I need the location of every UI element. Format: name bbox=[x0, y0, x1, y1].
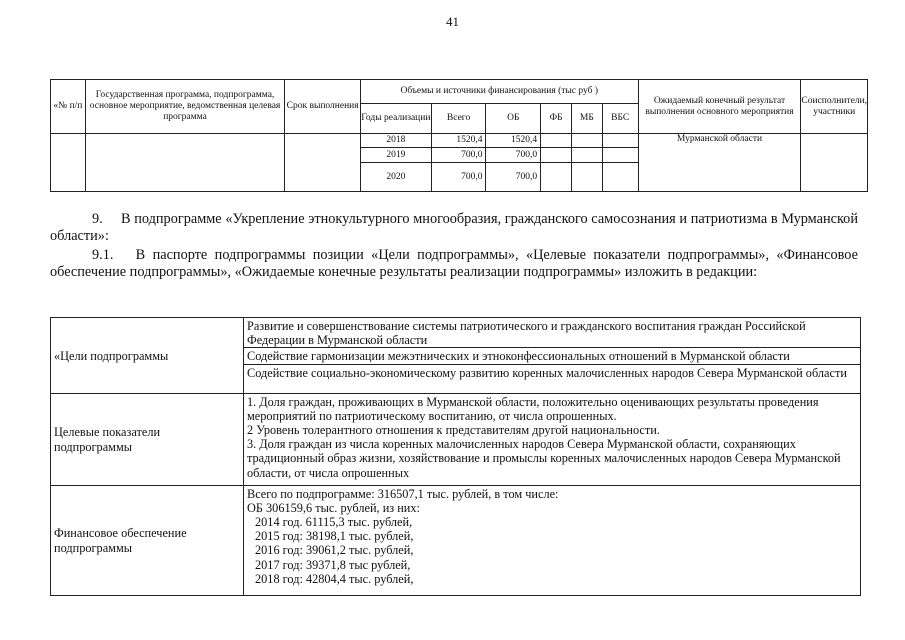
paragraph-9-1-text: В паспорте подпрограммы позиции «Цели подпрограммы», «Целевые показатели подпрограммы», «Финансовое обеспечение подпрограммы», «Ожидаемые конечные результаты реализации подпрограммы» изложить в редакции: bbox=[50, 247, 858, 280]
indicator-item: 3. Доля граждан из числа коренных малочисленных народов Севера Мурманской области, сохраняющих традиционный образ жизни, хозяйствование и промыслы коренных малочисленных народов Севера Мурманской области, от числа опрошенных bbox=[247, 437, 841, 480]
cell-co bbox=[801, 134, 868, 192]
cell-total: 700,0 bbox=[431, 148, 486, 163]
cell-mb bbox=[571, 148, 602, 163]
cell-year: 2019 bbox=[360, 148, 431, 163]
paragraph-9-1-number: 9.1. bbox=[92, 247, 114, 263]
goal-item: Содействие социально-экономическому развитию коренных малочисленных народов Севера Мурманской области bbox=[244, 364, 861, 393]
finance-year: 2018 год: 42804,4 тыс. рублей, bbox=[255, 571, 414, 586]
finance-label: Финансовое обеспечение подпрограммы bbox=[51, 485, 244, 595]
header-years: Годы реализации bbox=[360, 104, 431, 134]
finance-cell bbox=[244, 485, 861, 595]
header-result: Ожидаемый конечный результат выполнения основного мероприятия bbox=[638, 80, 801, 134]
indicators-label: Целевые показатели подпрограммы bbox=[51, 393, 244, 485]
cell-year: 2020 bbox=[360, 163, 431, 192]
financing-table bbox=[50, 79, 868, 192]
cell-vbs bbox=[602, 134, 638, 148]
finance-year: 2014 год. 61115,3 тыс. рублей, bbox=[255, 515, 413, 530]
goals-label: «Цели подпрограммы bbox=[51, 318, 244, 394]
finance-year: 2017 год: 39371,8 тыс рублей, bbox=[255, 557, 411, 572]
header-term: Срок выполнения bbox=[285, 80, 361, 134]
cell-fb bbox=[541, 148, 572, 163]
header-total: Всего bbox=[431, 104, 486, 134]
header-funding: Объемы и источники финансирования (тыс руб ) bbox=[360, 80, 638, 104]
cell-total: 1520,4 bbox=[431, 134, 486, 148]
cell-result: Мурманской области bbox=[638, 134, 801, 192]
cell-ob: 700,0 bbox=[486, 148, 541, 163]
header-num: «№ п/п bbox=[51, 80, 86, 134]
cell-fb bbox=[541, 134, 572, 148]
paragraph-9 bbox=[50, 211, 858, 245]
finance-year: 2016 год: 39061,2 тыс. рублей, bbox=[255, 543, 414, 558]
goal-item: Развитие и совершенствование системы патриотического и гражданского воспитания граждан Российской Федерации в Мурманской области bbox=[244, 318, 861, 348]
cell-total: 700,0 bbox=[431, 163, 486, 192]
header-fb: ФБ bbox=[541, 104, 572, 134]
table-row bbox=[51, 134, 868, 148]
page-number: 41 bbox=[446, 14, 459, 29]
cell-vbs bbox=[602, 163, 638, 192]
header-co: Соисполнители, участники bbox=[801, 80, 868, 134]
cell-ob: 700,0 bbox=[486, 163, 541, 192]
passport-table bbox=[50, 317, 861, 596]
header-mb: МБ bbox=[571, 104, 602, 134]
cell-mb bbox=[571, 163, 602, 192]
paragraph-9-text: В подпрограмме «Укрепление этнокультурного многообразия, гражданского самосознания и патриотизма в Мурманской области»: bbox=[50, 211, 858, 244]
indicator-item: 1. Доля граждан, проживающих в Мурманской области, положительно оценивающих результаты проведения мероприятий по патриотическому воспитанию, от числа опрошенных. bbox=[247, 394, 819, 423]
cell-empty bbox=[85, 134, 285, 192]
paragraph-9-1 bbox=[50, 247, 858, 281]
goal-item: Содействие гармонизации межэтнических и этноконфессиональных отношений в Мурманской области bbox=[244, 348, 861, 364]
finance-total: Всего по подпрограмме: 316507,1 тыс. рублей, в том числе: bbox=[247, 486, 559, 501]
header-ob: ОБ bbox=[486, 104, 541, 134]
paragraph-9-number: 9. bbox=[92, 211, 103, 227]
cell-year: 2018 bbox=[360, 134, 431, 148]
cell-empty bbox=[51, 134, 86, 192]
finance-year: 2015 год: 38198,1 тыс. рублей, bbox=[255, 529, 414, 544]
header-program: Государственная программа, подпрограмма, основное мероприятие, ведомственная целевая программа bbox=[85, 80, 285, 134]
cell-vbs bbox=[602, 148, 638, 163]
finance-ob: ОБ 306159,6 тыс. рублей, из них: bbox=[247, 500, 420, 515]
indicator-item: 2 Уровень толерантного отношения к представителям другой национальности. bbox=[247, 423, 660, 438]
header-vbs: ВБС bbox=[602, 104, 638, 134]
indicators-cell bbox=[244, 393, 861, 485]
cell-mb bbox=[571, 134, 602, 148]
cell-empty bbox=[285, 134, 361, 192]
cell-fb bbox=[541, 163, 572, 192]
cell-ob: 1520,4 bbox=[486, 134, 541, 148]
